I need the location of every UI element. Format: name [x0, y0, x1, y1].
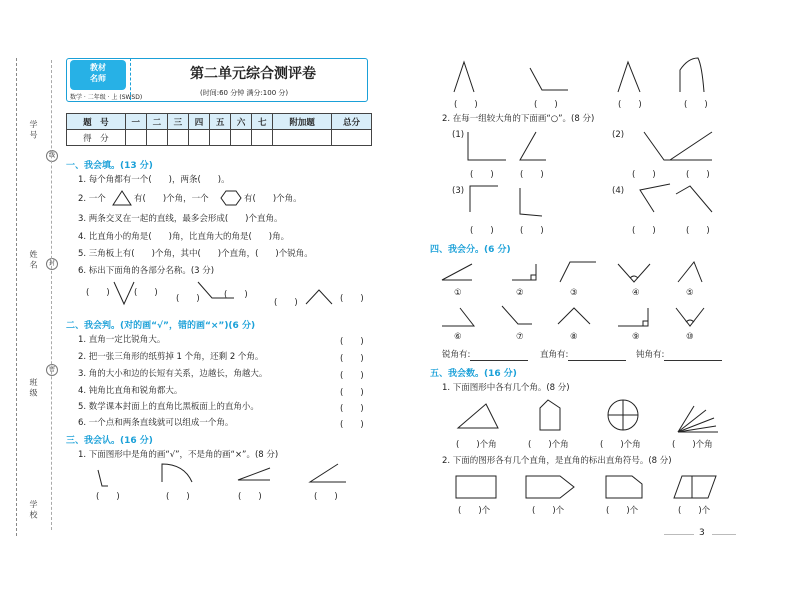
answer-paren: ( ): [86, 288, 110, 298]
classify-angle-6: [440, 306, 476, 328]
s5-q2: 2. 下面的图形各有几个直角，是直角的标出直角符号。(8 分): [442, 456, 672, 466]
score-cell[interactable]: [231, 130, 252, 146]
score-cell[interactable]: [252, 130, 273, 146]
classify-num-7: ⑦: [516, 332, 524, 342]
compare-angle-1a: [466, 130, 508, 164]
compare-angle-2b: [668, 130, 714, 164]
s3-label-1: (1): [452, 130, 465, 140]
answer-paren: ( ): [340, 294, 364, 304]
footer-line: [712, 534, 736, 535]
angle-diagram-1: [112, 280, 136, 306]
score-header: 题 号: [67, 114, 126, 130]
s1-q2c: 有( )个角。: [244, 194, 302, 204]
s2-item-3: 3. 角的大小和边的长短有关系，边越长，角越大。: [78, 369, 268, 379]
score-header: 总分: [332, 114, 372, 130]
compare-angle-3a: [468, 184, 500, 214]
section-1-title: 一、我会填。(13 分): [66, 161, 153, 171]
answer-paren[interactable]: ( ): [632, 170, 656, 180]
binding-line: [16, 58, 17, 536]
right-angle-count[interactable]: ( )个: [532, 506, 565, 516]
compare-angle-4b: [674, 182, 714, 214]
classify-num-1: ①: [454, 288, 462, 298]
classify-angle-7: [500, 304, 534, 328]
figure-s3-3: [236, 466, 272, 484]
s2-item-5: 5. 数学课本封面上的直角比黑板面上的直角小。: [78, 402, 259, 412]
compare-angle-1b: [518, 130, 548, 164]
rectangle-figure: [454, 474, 498, 500]
s3-label-2: (2): [612, 130, 625, 140]
circle-figure: [606, 398, 640, 432]
answer-paren[interactable]: ( ): [618, 100, 642, 110]
answer-paren[interactable]: ( ): [454, 100, 478, 110]
score-cell[interactable]: [332, 130, 372, 146]
s5-q1: 1. 下面图形中各有几个角。(8 分): [442, 383, 570, 393]
score-cell[interactable]: [210, 130, 231, 146]
right-angle-count[interactable]: ( )个: [458, 506, 491, 516]
grade-info: 数学 · 二年级 · 上 (SWSD): [70, 94, 143, 101]
classify-num-8: ⑧: [570, 332, 578, 342]
figure-s3-5: [452, 60, 476, 94]
s2-item-1: 1. 直角一定比锐角大。: [78, 335, 166, 345]
pentagon-figure: [538, 398, 564, 432]
answer-paren: ( ): [274, 298, 298, 308]
score-table: [66, 113, 372, 146]
page-subtitle: (时间:60 分钟 满分:100 分): [200, 89, 289, 97]
score-header: 二: [146, 114, 167, 130]
figure-s3-4: [308, 462, 348, 484]
page-number: 3: [699, 528, 705, 538]
score-header: 一: [125, 114, 146, 130]
judge-paren[interactable]: ( ): [340, 371, 364, 381]
score-cell[interactable]: [125, 130, 146, 146]
answer-paren[interactable]: ( ): [534, 100, 558, 110]
s3-q1: 1. 下面图形中是角的画“√”，不是角的画“×”。(8 分): [78, 450, 279, 460]
score-cell[interactable]: [167, 130, 188, 146]
s1-q6: 6. 标出下面角的各部分名称。(3 分): [78, 266, 215, 276]
page-title: 第二单元综合测评卷: [190, 66, 316, 82]
score-header: 附加题: [273, 114, 332, 130]
arrow-pentagon-figure: [524, 474, 576, 500]
count-answer[interactable]: ( )个角: [600, 440, 641, 450]
figure-s3-1: [96, 468, 116, 488]
triangle-icon: [112, 190, 132, 206]
fan-lines-figure: [676, 404, 720, 434]
figure-s3-2: [160, 462, 196, 484]
right-answer-blank[interactable]: [568, 351, 626, 361]
section-2-title: 二、我会判。(对的画“√”，错的画“×”)(6 分): [66, 321, 256, 331]
logo: 教材 名师: [70, 60, 126, 90]
score-header: 五: [210, 114, 231, 130]
classify-num-4: ④: [632, 288, 640, 298]
score-header: 六: [231, 114, 252, 130]
score-header: 三: [167, 114, 188, 130]
s1-q1: 1. 每个角都有一个( )，两条( )。: [78, 175, 230, 185]
side-circle-feng: 封: [46, 258, 58, 270]
classify-num-9: ⑨: [632, 332, 640, 342]
classify-angle-9: [616, 306, 650, 328]
hexagon-icon: [220, 190, 242, 206]
s1-q2b: 有( )个角，一个: [134, 194, 209, 204]
score-cell[interactable]: [273, 130, 332, 146]
score-header: 七: [252, 114, 273, 130]
classify-num-2: ②: [516, 288, 524, 298]
acute-answer-blank[interactable]: [470, 351, 528, 361]
answer-paren[interactable]: ( ): [238, 492, 262, 502]
figure-s3-8: [676, 56, 708, 94]
side-label-class: 班 级: [29, 378, 38, 397]
s3-label-4: (4): [612, 186, 625, 196]
s2-item-6: 6. 一个点和两条直线就可以组成一个角。: [78, 418, 234, 428]
s1-q4: 4. 比直角小的角是( )角，比直角大的角是( )角。: [78, 232, 290, 242]
count-answer[interactable]: ( )个角: [456, 440, 497, 450]
section-4-title: 四、我会分。(6 分): [430, 245, 511, 255]
s1-q2a: 2. 一个: [78, 194, 106, 204]
score-header: 四: [188, 114, 209, 130]
parallelogram-figure: [672, 474, 718, 500]
figure-s3-7: [616, 60, 642, 94]
footer-line: [664, 534, 694, 535]
judge-paren[interactable]: ( ): [340, 337, 364, 347]
angle-diagram-3: [304, 286, 334, 306]
answer-paren[interactable]: ( ): [470, 170, 494, 180]
classify-num-6: ⑥: [454, 332, 462, 342]
s3-label-3: (3): [452, 186, 465, 196]
answer-paren: ( ): [134, 288, 158, 298]
figure-s3-6: [528, 66, 570, 92]
right-angle-count[interactable]: ( )个: [678, 506, 711, 516]
s1-q5: 5. 三角板上有( )个角，其中( )个直角，( )个锐角。: [78, 249, 313, 259]
side-inner-line: [51, 60, 52, 530]
answer-paren: ( ): [224, 290, 248, 300]
answer-paren[interactable]: ( ): [166, 492, 190, 502]
triangle-figure: [456, 402, 500, 430]
answer-paren[interactable]: ( ): [520, 170, 544, 180]
classify-num-5: ⑤: [686, 288, 694, 298]
score-cell[interactable]: [146, 130, 167, 146]
s1-q3: 3. 两条交叉在一起的直线，最多会形成( )个直角。: [78, 214, 283, 224]
judge-paren[interactable]: ( ): [340, 354, 364, 364]
section-3-title: 三、我会认。(16 分): [66, 436, 153, 446]
side-label-student-id: 学 号: [29, 120, 38, 139]
answer-paren: ( ): [176, 294, 200, 304]
s2-item-2: 2. 把一张三角形的纸剪掉 1 个角，还剩 2 个角。: [78, 352, 264, 362]
judge-paren[interactable]: ( ): [340, 404, 364, 414]
answer-paren[interactable]: ( ): [520, 226, 544, 236]
answer-paren[interactable]: ( ): [632, 226, 656, 236]
obtuse-answer-blank[interactable]: [664, 351, 722, 361]
side-circle-mi: 密: [46, 364, 58, 376]
judge-paren[interactable]: ( ): [340, 388, 364, 398]
score-row-label: 得 分: [67, 130, 126, 146]
classify-angle-1: [440, 262, 474, 282]
section-5-title: 五、我会数。(16 分): [430, 369, 517, 379]
answer-paren[interactable]: ( ): [470, 226, 494, 236]
classify-num-10: ⑩: [686, 332, 694, 342]
answer-paren[interactable]: ( ): [684, 100, 708, 110]
score-cell[interactable]: [188, 130, 209, 146]
classify-angle-4: [616, 260, 652, 284]
classify-angle-3: [558, 260, 598, 284]
classify-angle-8: [556, 304, 592, 328]
side-label-school: 学 校: [29, 500, 38, 519]
judge-paren[interactable]: ( ): [340, 420, 364, 430]
classify-angle-5: [674, 260, 704, 284]
count-answer[interactable]: ( )个角: [672, 440, 713, 450]
right-answer-label: 直角有:: [540, 350, 626, 361]
compare-angle-3b: [516, 186, 544, 218]
compare-angle-4a: [636, 182, 672, 214]
s3-q2: 2. 在每一组较大角的下面画“○”。(8 分): [442, 114, 595, 124]
count-answer[interactable]: ( )个角: [528, 440, 569, 450]
cut-rectangle-figure: [604, 474, 644, 500]
acute-answer-label: 锐角有:: [442, 350, 528, 361]
answer-paren[interactable]: ( ): [686, 170, 710, 180]
header-divider: [130, 58, 131, 100]
answer-paren[interactable]: ( ): [314, 492, 338, 502]
side-label-name: 姓 名: [29, 250, 38, 269]
answer-paren[interactable]: ( ): [96, 492, 120, 502]
answer-paren[interactable]: ( ): [686, 226, 710, 236]
s2-item-4: 4. 钝角比直角和锐角都大。: [78, 386, 183, 396]
classify-angle-10: [674, 304, 706, 330]
classify-angle-2: [510, 262, 540, 282]
side-circle-xian: 线: [46, 150, 58, 162]
classify-num-3: ③: [570, 288, 578, 298]
obtuse-answer-label: 钝角有:: [636, 350, 722, 361]
right-angle-count[interactable]: ( )个: [606, 506, 639, 516]
